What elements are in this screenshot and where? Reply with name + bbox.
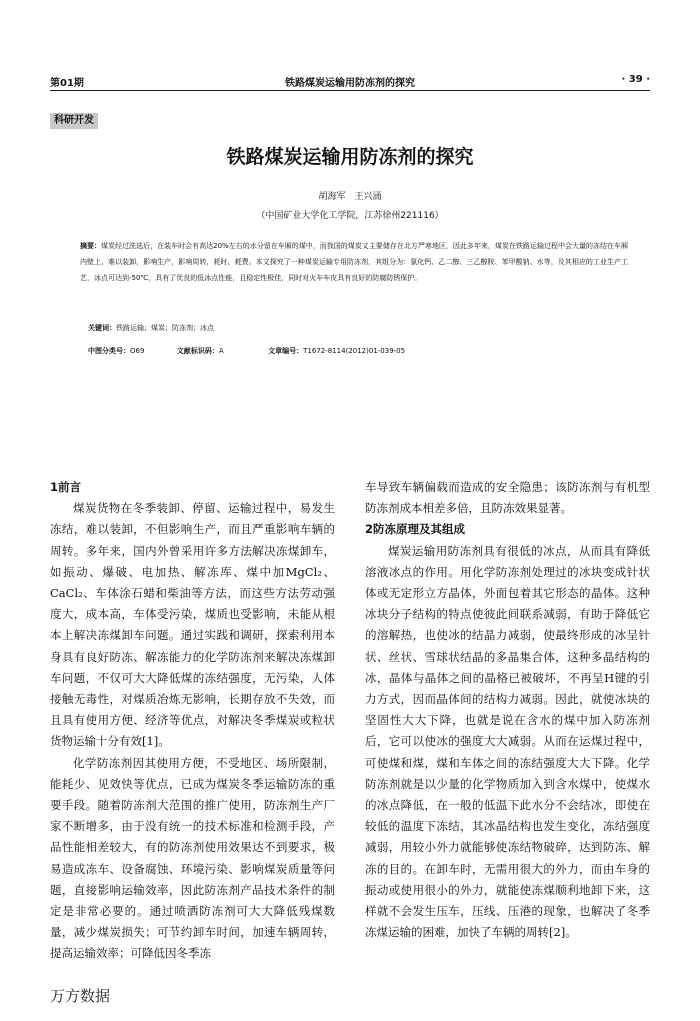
clc-label: 中图分类号： <box>88 347 130 355</box>
article-title: 铁路煤炭运输用防冻剂的探究 <box>226 146 474 168</box>
doc-code-label: 文献标识码： <box>176 347 219 355</box>
article-no-value: T1672-8114(2012)01-039-05 <box>303 347 406 355</box>
running-title: 铁路煤炭运输用防冻剂的探究 <box>285 78 415 89</box>
abstract-text: 煤炭经过洗选后，在装车时会有高达20%左右的水分留在车厢的煤中，而我国的煤炭又主要储存在北方严寒地区，因此多年来，煤炭在铁路运输过程中会大量的冻结在车厢内壁上，难以装卸，影响生产，影响周转，耗时、耗费。本文探究了一种煤炭运输专用防冻剂，其组分为：氯化钙、乙二醇、三乙醇胺、苯甲酸钠、水等，及其相应的工业生产工艺，冰点可达到-50℃，具有了优良的低冰点性能，且稳定性极佳，同时对火车车皮具有良好的防腐防锈保护。 <box>80 242 629 282</box>
header-divider <box>50 90 650 91</box>
keywords-label: 关键词： <box>88 324 116 332</box>
page-number: · 39 · <box>621 74 650 85</box>
issue-number: 第01期 <box>50 78 84 89</box>
section-2-heading: 2防冻原理及其组成 <box>365 522 466 537</box>
section-1-paragraph-2: 化学防冻剂因其使用方便，不受地区、场所限制，能耗少、见效快等优点，已成为煤炭冬季运输防冻的重要手段。随着防冻剂大范围的推广使用，防冻剂生产厂家不断增多，由于没有统一的技术标准和检测手段，产品性能相差较大，有的防冻剂使用效果达不到要求，极易造成冻车、设备腐蚀、环境污染、影响煤炭质量等问题，直接影响运输效率，因此防冻剂产品技术条件的制定是非常必要的。通过喷洒防冻剂可大大降低残煤数量，减少煤炭损失；可节约卸车时间，加速车辆周转，提高运输效率；可降低因冬季冻 <box>50 755 335 961</box>
section-2-paragraph-1: 煤炭运输用防冻剂具有很低的冰点，从而具有降低溶液冰点的作用。用化学防冻剂处理过的冰块变成针状体或无定形立方晶体，外面包着其它形态的晶体。这种冰块分子结构的特点使彼此间联系减弱，有助于降低它的溶解热，也使冰的结晶力减弱，使最终形成的冰呈针状、丝状、雪球状结晶的多晶集合体，这种多晶结构的冰，晶体与晶体之间的晶格已被破坏，不再呈H键的引力方式，因而晶体间的结构力减弱。因此，就使冰块的坚固性大大下降，也就是说在含水的煤中加入防冻剂后，它可以使冰的强度大大减弱。从而在运煤过程中，可使煤和煤，煤和车体之间的冻结强度大大下降。化学防冻剂就是以少量的化学物质加入到含水煤中，使煤水的冰点降低，在一般的低温下此水分不会结冰，即使在较低的温度下冻结，其冰晶结构也发生变化，冻结强度减弱，用较小外力就能够使冻结物破碎，达到防冻、解冻的目的。在卸车时，无需用很大的外力，而由车身的振动或使用很小的外力，就能使冻煤顺利地卸下来，这样就不会发生压车，压线、压港的现象，也解决了冬季冻煤运输的困难，加快了车辆的周转[2]。 <box>365 543 650 940</box>
authors: 胡海军 王兴涌 <box>318 192 382 202</box>
affiliation: （中国矿业大学化工学院，江苏徐州221116） <box>256 211 444 221</box>
classification-row <box>88 346 405 356</box>
article-no-label: 文章编号： <box>268 347 304 355</box>
clc-value: O69 <box>130 347 145 355</box>
watermark: 万方数据 <box>50 987 111 1005</box>
abstract <box>80 238 628 286</box>
section-1-paragraph-1: 煤炭货物在冬季装卸、停留、运输过程中，易发生冻结，难以装卸，不但影响生产，而且严重影响车辆的周转。多年来，国内外曾采用许多方法解决冻煤卸车，如振动、爆破、电加热、解冻库、煤中加MgCl₂、CaCl₂、车体涂石蜡和柴油等方法，而这些方法劳动强度大，成本高，车体受污染，煤质也受影响，未能从根本上解决冻煤卸车问题。通过实践和调研，探索利用本身具有良好防冻、解冻能力的化学防冻剂来解决冻煤卸车问题，不仅可大大降低煤的冻结强度，无污染，人体接触无毒性，对煤质冶炼无影响，长期存放不失效，而且具有使用方便、经济等优点，对解决冬季煤炭或粒状货物运输十分有效[1]。 <box>50 501 335 749</box>
keywords <box>88 323 214 333</box>
section-1-paragraph-2-continued: 车导致车辆偏载而造成的安全隐患；该防冻剂与有机型防冻剂成本相差多倍，且防冻效果显著。 <box>365 480 650 516</box>
keywords-text: 铁路运输；煤炭；防冻剂；冰点 <box>116 324 214 332</box>
doc-code-value: A <box>218 347 224 355</box>
abstract-label: 摘要： <box>80 242 102 250</box>
body-column-right <box>365 477 650 943</box>
section-tag: 科研开发 <box>50 113 98 129</box>
running-header <box>50 74 650 88</box>
section-1-heading: 1前言 <box>50 480 82 494</box>
body-column-left <box>50 477 335 965</box>
